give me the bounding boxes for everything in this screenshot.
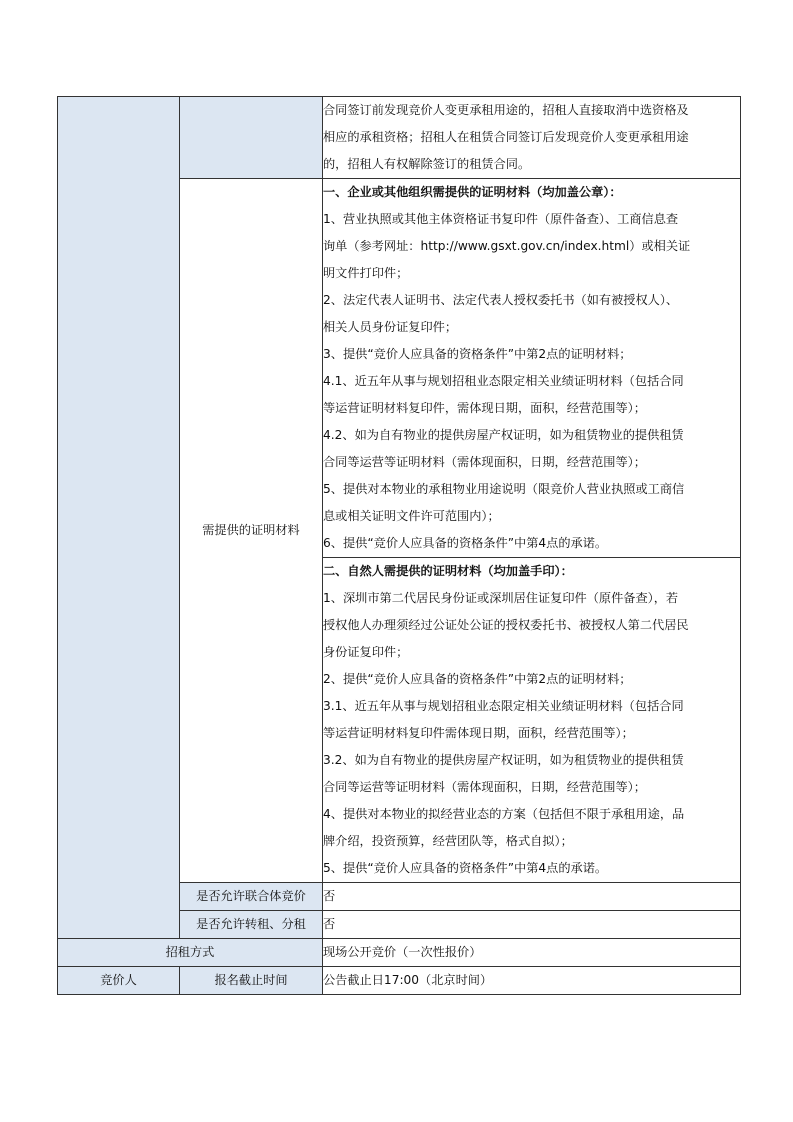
tender-table [57, 96, 741, 995]
enterprise-materials-cell [323, 179, 741, 558]
text-line: 2、法定代表人证明书、法定代表人授权委托书（如有被授权人）、 [323, 293, 679, 307]
bidder-row [58, 967, 741, 995]
consortium-value: 否 [323, 883, 741, 911]
deadline-label: 报名截止时间 [180, 967, 323, 995]
text-line: 3.1、近五年从事与规划招租业态限定相关业绩证明材料（包括合同 [323, 699, 684, 713]
text-line: 3、提供“竞价人应具备的资格条件”中第2点的证明材料； [323, 347, 632, 361]
method-label: 招租方式 [58, 939, 323, 967]
text-line: 授权他人办理须经过公证处公证的授权委托书、被授权人第二代居民 [323, 618, 689, 632]
sublease-label: 是否允许转租、分租 [180, 911, 323, 939]
text-line: 5、提供对本物业的承租物业用途说明（限竞价人营业执照或工商信 [323, 482, 685, 496]
text-line: 身份证复印件； [323, 645, 409, 659]
text-line: 4、提供对本物业的拟经营业态的方案（包括但不限于承租用途，品 [323, 807, 685, 821]
consortium-label: 是否允许联合体竞价 [180, 883, 323, 911]
text-line: 相应的承租资格；招租人在租赁合同签订后发现竞价人变更承租用途 [323, 130, 689, 144]
text-line: 等运营证明材料复印件需体现日期，面积，经营范围等）； [323, 726, 634, 740]
text-line: 牌介绍，投资预算，经营团队等，格式自拟）； [323, 834, 573, 848]
continued-text-cell [323, 97, 741, 179]
method-value: 现场公开竞价（一次性报价） [323, 939, 741, 967]
text-line: 1、营业执照或其他主体资格证书复印件（原件备查）、工商信息查 [323, 212, 679, 226]
enterprise-heading: 一、企业或其他组织需提供的证明材料（均加盖公章）： [323, 185, 622, 199]
text-line: 6、提供“竞价人应具备的资格条件”中第4点的承诺。 [323, 536, 608, 550]
individual-materials-cell [323, 558, 741, 883]
text-line: 询单（参考网址：http://www.gsxt.gov.cn/index.html）或相关证 [323, 239, 691, 253]
text-line: 1、深圳市第二代居民身份证或深圳居住证复印件（原件备查），若 [323, 591, 679, 605]
section-label-cell [58, 97, 180, 939]
text-line: 3.2、如为自有物业的提供房屋产权证明，如为租赁物业的提供租赁 [323, 753, 684, 767]
method-row [58, 939, 741, 967]
text-line: 4.1、近五年从事与规划招租业态限定相关业绩证明材料（包括合同 [323, 374, 684, 388]
bidder-label: 竞价人 [58, 967, 180, 995]
text-line: 4.2、如为自有物业的提供房屋产权证明，如为租赁物业的提供租赁 [323, 428, 684, 442]
materials-label: 需提供的证明材料 [180, 179, 323, 883]
deadline-value: 公告截止日17:00（北京时间） [323, 967, 741, 995]
text-line: 等运营证明材料复印件，需体现日期，面积，经营范围等）； [323, 401, 646, 415]
text-line: 明文件打印件； [323, 266, 409, 280]
text-line: 合同等运营等证明材料（需体现面积，日期，经营范围等）； [323, 780, 646, 794]
continued-label-cell [180, 97, 323, 179]
text-line: 2、提供“竞价人应具备的资格条件”中第2点的证明材料； [323, 672, 632, 686]
text-line: 相关人员身份证复印件； [323, 320, 458, 334]
sublease-value: 否 [323, 911, 741, 939]
text-line: 合同等运营等证明材料（需体现面积，日期，经营范围等）； [323, 455, 646, 469]
text-line: 合同签订前发现竞价人变更承租用途的，招租人直接取消中选资格及 [323, 103, 689, 117]
text-line: 息或相关证明文件许可范围内）； [323, 509, 500, 523]
text-line: 5、提供“竞价人应具备的资格条件”中第4点的承诺。 [323, 861, 608, 875]
continued-row [58, 97, 741, 179]
text-line: 的，招租人有权解除签订的租赁合同。 [323, 157, 531, 171]
individual-heading: 二、自然人需提供的证明材料（均加盖手印）： [323, 564, 573, 578]
